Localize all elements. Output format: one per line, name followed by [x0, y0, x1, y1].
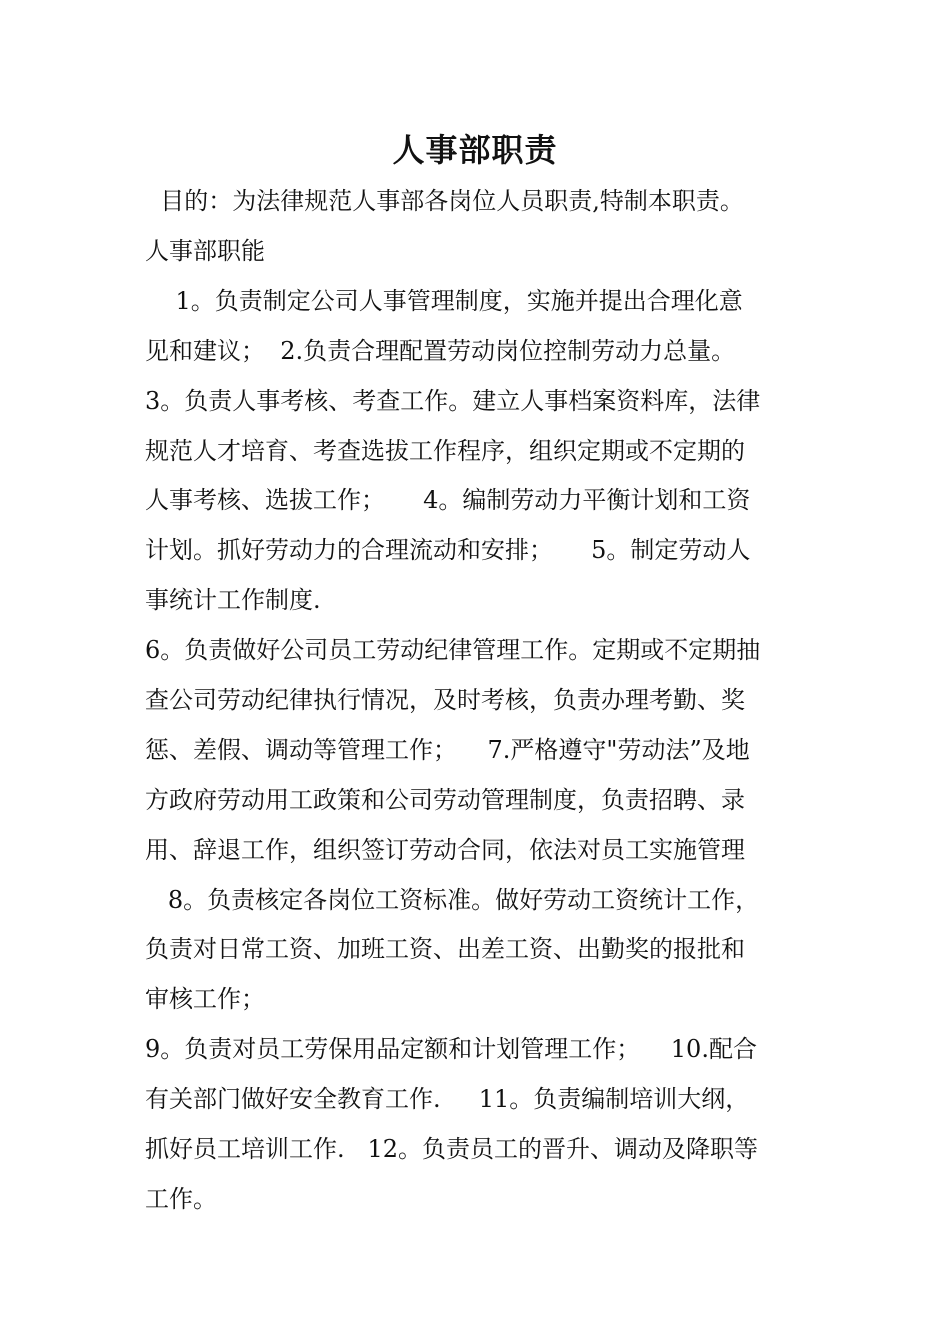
text-line: 查公司劳动纪律执行情况，及时考核，负责办理考勤、奖 [145, 686, 745, 714]
text-line: 规范人才培育、考查选拔工作程序，组织定期或不定期的 [145, 437, 745, 465]
text-line: 3。负责人事考核、考查工作。建立人事档案资料库，法律 [145, 387, 761, 415]
text-line: 6。负责做好公司员工劳动纪律管理工作。定期或不定期抽 [145, 636, 761, 664]
text-line: 用、辞退工作，组织签订劳动合同，依法对员工实施管理 [145, 836, 745, 864]
text-line: 人事部职能 [145, 237, 265, 265]
text-line: 计划。抓好劳动力的合理流动和安排； 5。制定劳动人 [145, 536, 751, 564]
text-line: 审核工作； [145, 985, 265, 1013]
page-title: 人事部职责 [392, 131, 558, 169]
text-line: 目的：为法律规范人事部各岗位人员职责,特制本职责。 [145, 187, 744, 215]
text-line: 有关部门做好安全教育工作. 11。负责编制培训大纲， [145, 1085, 750, 1113]
text-line: 工作。 [145, 1185, 217, 1213]
text-line: 抓好员工培训工作. 12。负责员工的晋升、调动及降职等 [145, 1135, 759, 1163]
text-line: 惩、差假、调动等管理工作； 7.严格遵守"劳动法”及地 [145, 736, 750, 764]
text-line: 方政府劳动用工政策和公司劳动管理制度，负责招聘、录 [145, 786, 745, 814]
text-line: 1。负责制定公司人事管理制度，实施并提出合理化意 [145, 287, 743, 315]
text-line: 事统计工作制度. [145, 586, 321, 614]
text-line: 见和建议； 2.负责合理配置劳动岗位控制劳动力总量。 [145, 337, 736, 365]
text-line: 9。负责对员工劳保用品定额和计划管理工作； 10.配合 [145, 1035, 757, 1063]
text-line: 人事考核、选拔工作； 4。编制劳动力平衡计划和工资 [145, 486, 751, 514]
text-line: 负责对日常工资、加班工资、出差工资、出勤奖的报批和 [145, 935, 745, 963]
text-line: 8。负责核定各岗位工资标准。做好劳动工资统计工作， [145, 886, 760, 914]
